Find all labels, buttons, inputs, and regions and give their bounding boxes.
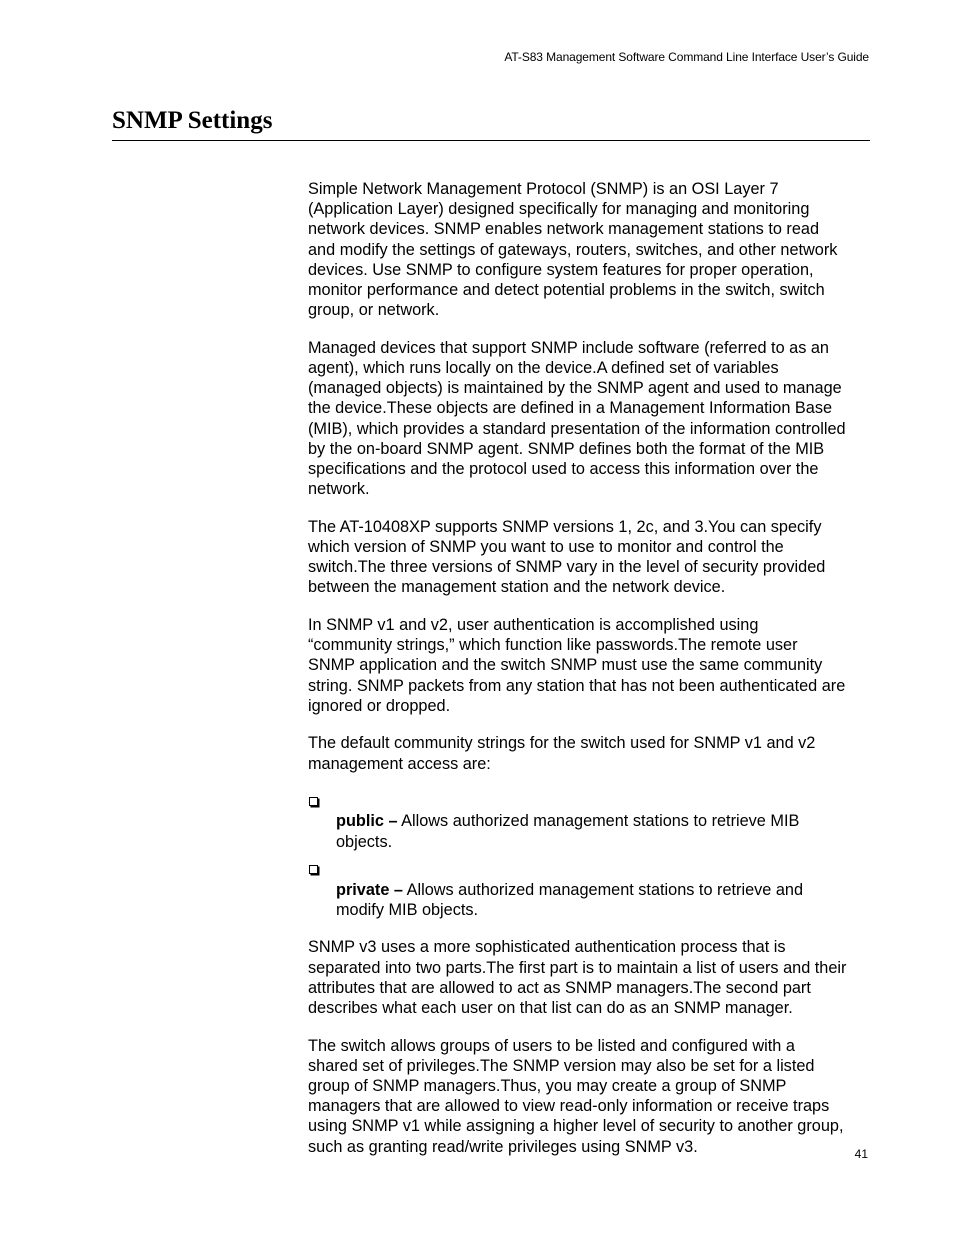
list-item-private bbox=[308, 859, 870, 920]
list-item-public bbox=[308, 791, 870, 852]
paragraph-snmp-versions: The AT-10408XP supports SNMP versions 1, 2c, and 3.You can specify which version of SNMP you want to use to monitor and control the switch.The three versions of SNMP vary in the level of security provided between the management station and the network device. bbox=[308, 517, 826, 597]
paragraph-community-strings: In SNMP v1 and v2, user authentication is accomplished using “community strings,” which function like passwords.The remote user SNMP application and the switch SNMP must use the same community string. SNMP packets from any station that has not been authenticated are ignored or dropped. bbox=[308, 616, 846, 715]
paragraph-managed-devices: Managed devices that support SNMP include software (referred to as an agent), which runs locally on the device.A defined set of variables (managed objects) is maintained by the SNMP agent and used to manage the device.These objects are defined in a Management Information Base (MIB), which provides a standard presentation of the information controlled by the on-board SNMP agent. SNMP defines both the format of the MIB specifications and the protocol used to access this information over the network. bbox=[308, 338, 846, 499]
community-strings-list bbox=[308, 791, 870, 920]
paragraph-snmp-intro: Simple Network Management Protocol (SNMP) is an OSI Layer 7 (Application Layer) designed specifically for managing and monitoring network devices. SNMP enables network management stations to read and modify the settings of gateways, routers, switches, and other network devices. Use SNMP to configure system features for proper operation, monitor performance and detect potential problems in the switch, switch group, or network. bbox=[308, 180, 838, 320]
paragraph-user-groups: The switch allows groups of users to be listed and configured with a shared set of privileges.The SNMP version may also be set for a listed group of SNMP managers.Thus, you may create a group of SNMP managers that are allowed to view read-only information or receive traps using SNMP v1 while assigning a higher level of security to another group, such as granting read/write privileges using SNMP v3. bbox=[308, 1036, 844, 1156]
checkbox-bullet-icon bbox=[309, 865, 318, 874]
bullet-text-public: Allows authorized management stations to retrieve MIB objects. bbox=[336, 812, 800, 851]
bullet-term-private: private – bbox=[336, 880, 403, 899]
bullet-text-private: Allows authorized management stations to retrieve and modify MIB objects. bbox=[336, 880, 804, 919]
body-text-column bbox=[308, 179, 870, 1174]
title-divider bbox=[112, 140, 870, 141]
page-number: 41 bbox=[854, 1147, 868, 1161]
paragraph-snmp-v3: SNMP v3 uses a more sophisticated authentication process that is separated into two parts.The first part is to maintain a list of users and their attributes that are allowed to act as SNMP managers.The second part describes what each user on that list can do as an SNMP manager. bbox=[308, 938, 847, 1018]
bullet-term-public: public – bbox=[336, 812, 398, 831]
running-header: AT-S83 Management Software Command Line Interface User’s Guide bbox=[504, 50, 869, 64]
paragraph-default-strings: The default community strings for the switch used for SNMP v1 and v2 management access are: bbox=[308, 734, 816, 773]
page-title: SNMP Settings bbox=[112, 107, 273, 134]
checkbox-bullet-icon bbox=[309, 797, 318, 806]
